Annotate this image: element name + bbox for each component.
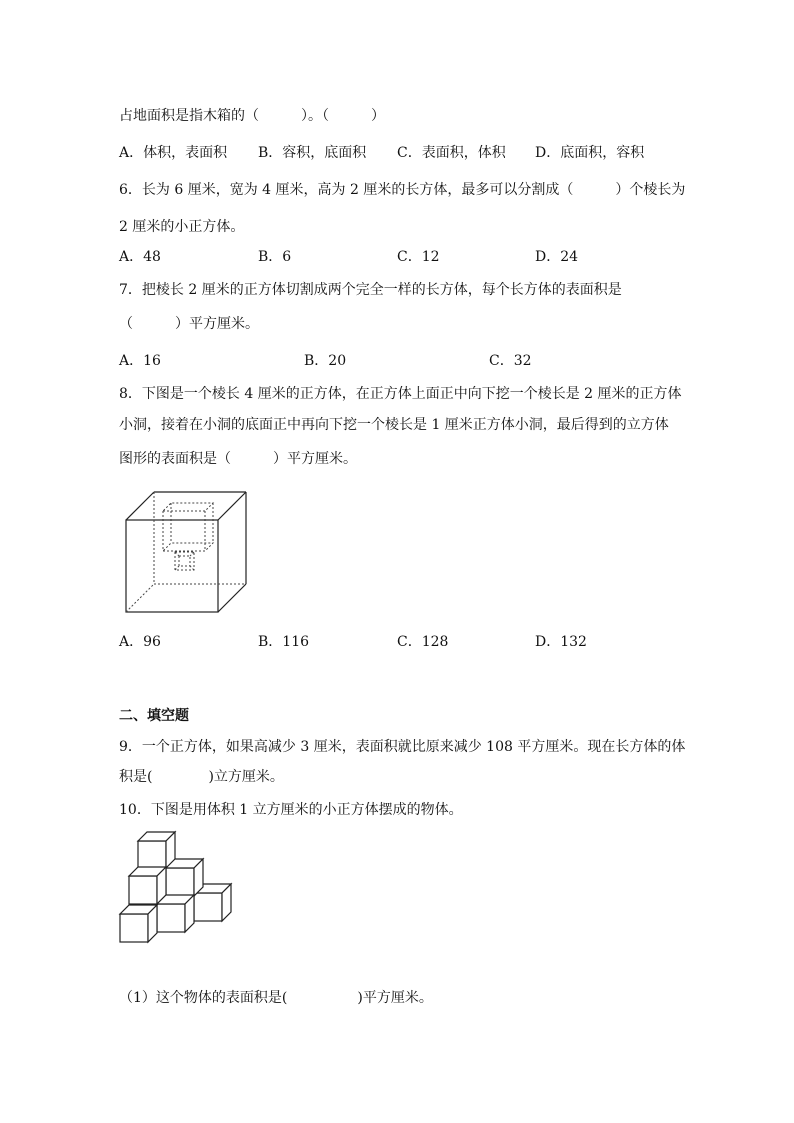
q7-stem-line1: 7．把棱长 2 厘米的正方体切割成两个完全一样的长方体，每个长方体的表面积是 bbox=[119, 282, 622, 298]
q6-stem-line2: 2 厘米的小正方体。 bbox=[119, 219, 245, 235]
stacked-cubes-figure bbox=[118, 828, 238, 946]
q5-option-c[interactable]: C．表面积，体积 bbox=[397, 145, 506, 161]
q8-option-a[interactable]: A．96 bbox=[119, 634, 161, 650]
q8-stem-line1: 8．下图是一个棱长 4 厘米的正方体，在正方体上面正中向下挖一个棱长是 2 厘米的正方体 bbox=[119, 386, 682, 402]
q7-option-b[interactable]: B．20 bbox=[304, 353, 347, 369]
q6-option-b[interactable]: B．6 bbox=[258, 249, 292, 265]
q6-option-c[interactable]: C．12 bbox=[397, 249, 440, 265]
q10-subquestion-1: （1）这个物体的表面积是( )平方厘米。 bbox=[119, 990, 433, 1006]
q9-stem-line2: 积是( )立方厘米。 bbox=[119, 769, 284, 785]
q8-option-c[interactable]: C．128 bbox=[397, 634, 449, 650]
q6-option-a[interactable]: A．48 bbox=[119, 249, 161, 265]
q8-option-b[interactable]: B．116 bbox=[258, 634, 310, 650]
q5-option-d[interactable]: D．底面积，容积 bbox=[535, 145, 645, 161]
q7-option-a[interactable]: A．16 bbox=[119, 353, 161, 369]
section-heading-fill-in: 二、填空题 bbox=[119, 708, 189, 724]
q10-stem: 10．下图是用体积 1 立方厘米的小正方体摆成的物体。 bbox=[119, 802, 463, 818]
q7-option-c[interactable]: C．32 bbox=[489, 353, 532, 369]
q7-stem-line2: （ ）平方厘米。 bbox=[119, 316, 259, 332]
q5-option-b[interactable]: B．容积，底面积 bbox=[258, 145, 367, 161]
q8-option-d[interactable]: D．132 bbox=[535, 634, 587, 650]
q5-option-a[interactable]: A．体积，表面积 bbox=[119, 145, 228, 161]
cube-with-holes-figure bbox=[118, 490, 250, 614]
q6-stem-line1: 6．长为 6 厘米，宽为 4 厘米，高为 2 厘米的长方体，最多可以分割成（ ）个棱长为 bbox=[119, 182, 686, 198]
q8-stem-line2: 小洞，接着在小洞的底面正中再向下挖一个棱长是 1 厘米正方体小洞，最后得到的立方体 bbox=[119, 417, 669, 433]
q8-stem-line3: 图形的表面积是（ ）平方厘米。 bbox=[119, 451, 357, 467]
q5-stem: 占地面积是指木箱的（ ）。（ ） bbox=[119, 108, 385, 124]
q9-stem-line1: 9．一个正方体，如果高减少 3 厘米，表面积就比原来减少 108 平方厘米。现在长方体的体 bbox=[119, 739, 686, 755]
q6-option-d[interactable]: D．24 bbox=[535, 249, 579, 265]
